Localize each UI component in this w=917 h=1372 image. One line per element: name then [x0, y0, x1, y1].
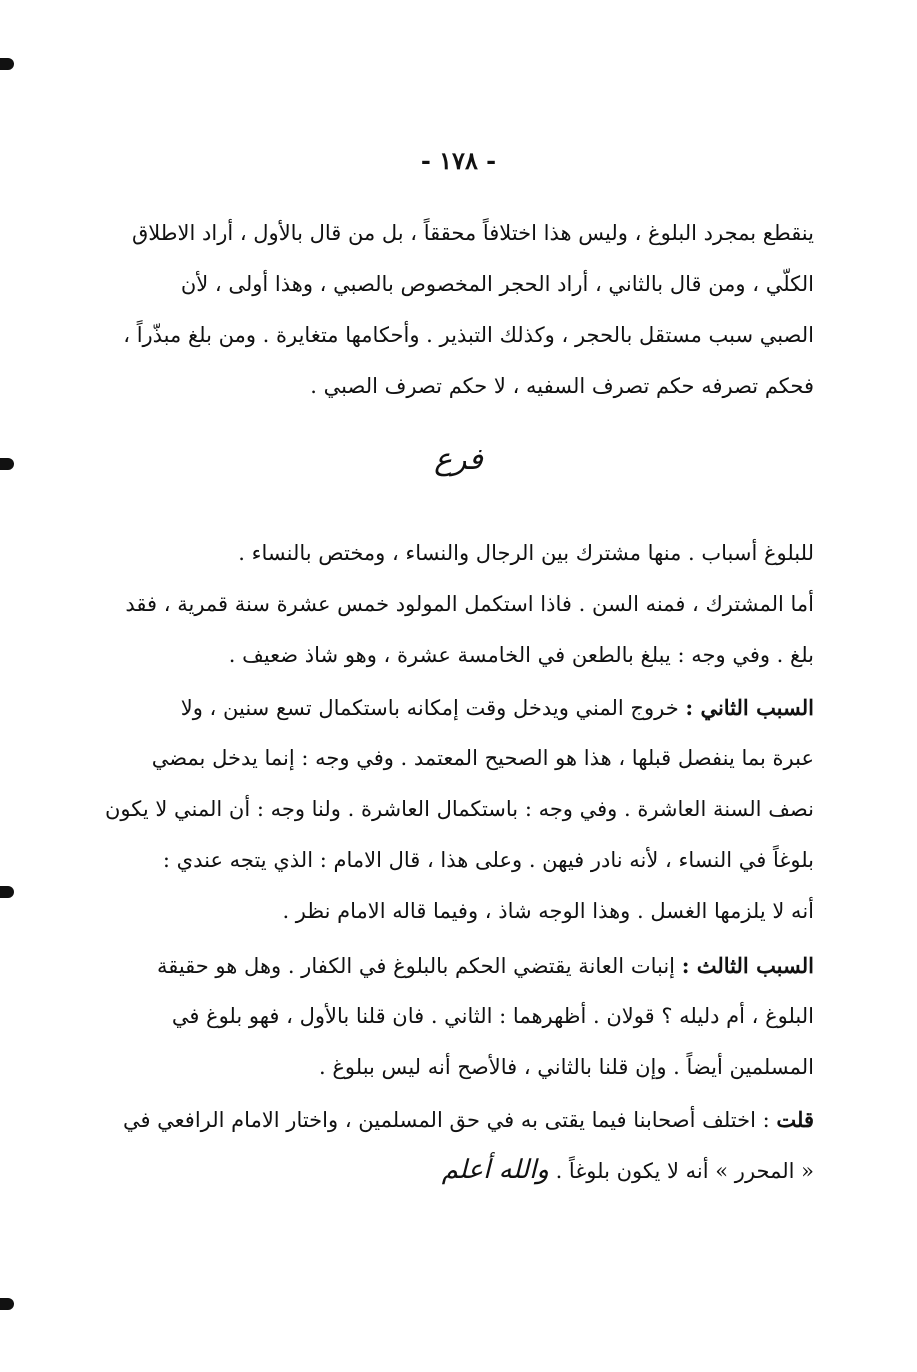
- text-line: [92, 682, 814, 733]
- text-line: الكلّي ، ومن قال بالثاني ، أراد الحجر المخصوص بالصبي ، وهذا أولى ، لأن: [180, 272, 814, 296]
- second-cause-paragraph: [92, 682, 814, 937]
- text-line: أنه لا يلزمها الغسل . وهذا الوجه شاذ ، وفيما قاله الامام نظر .: [282, 899, 814, 923]
- text-run: : اختلف أصحابنا فيما يقتى به في حق المسلمين ، واختار الامام الرافعي في: [122, 1108, 770, 1132]
- scan-edge-mark: [0, 1298, 14, 1310]
- scan-edge-mark: [0, 58, 14, 70]
- intro-paragraph: [92, 528, 814, 681]
- text-line: الصبي سبب مستقل بالحجر ، وكذلك التبذير . وأحكامها متغايرة . ومن بلغ مبذّراً ،: [123, 323, 814, 347]
- page-number: - ١٧٨ -: [420, 146, 497, 175]
- text-line: المسلمين أيضاً . وإن قلنا بالثاني ، فالأصح أنه ليس ببلوغ .: [319, 1055, 814, 1079]
- text-line: [92, 1145, 814, 1196]
- note-paragraph: [92, 1094, 814, 1196]
- text-line: نصف السنة العاشرة . وفي وجه : باستكمال العاشرة . ولنا وجه : أن المني لا يكون: [104, 797, 814, 821]
- text-line: [92, 1094, 814, 1145]
- scan-edge-mark: [0, 886, 14, 898]
- text-line: فحكم تصرفه حكم تصرف السفيه ، لا حكم تصرف الصبي .: [310, 374, 814, 398]
- text-line: بلغ . وفي وجه : يبلغ بالطعن في الخامسة عشرة ، وهو شاذ ضعيف .: [228, 643, 814, 667]
- top-paragraph: [92, 208, 814, 412]
- text-line: للبلوغ أسباب . منها مشترك بين الرجال والنساء ، ومختص بالنساء .: [238, 541, 814, 565]
- text-line: عبرة بما ينفصل قبلها ، هذا هو الصحيح المعتمد . وفي وجه : إنما يدخل بمضي: [151, 746, 814, 770]
- text-run: إنبات العانة يقتضي الحكم بالبلوغ في الكفار . وهل هو حقيقة: [156, 954, 676, 978]
- third-cause-paragraph: [92, 940, 814, 1093]
- text-line: البلوغ ، أم دليله ؟ قولان . أظهرهما : الثاني . فان قلنا بالأول ، فهو بلوغ في: [171, 1004, 814, 1028]
- second-cause-lead: السبب الثاني :: [685, 695, 814, 720]
- text-run: « المحرر » أنه لا يكون بلوغاً .: [555, 1159, 814, 1183]
- text-line: [92, 940, 814, 991]
- section-heading: فرع: [434, 442, 483, 477]
- text-line: ينقطع بمجرد البلوغ ، وليس هذا اختلافاً محققاً ، بل من قال بالأول ، أراد الاطلاق: [131, 221, 814, 245]
- text-line: أما المشترك ، فمنه السن . فاذا استكمل المولود خمس عشرة سنة قمرية ، فقد: [125, 592, 814, 616]
- text-run: خروج المني ويدخل وقت إمكانه باستكمال تسع سنين ، ولا: [180, 696, 679, 720]
- note-lead: قلت: [776, 1107, 814, 1132]
- closing-phrase: والله أعلم: [441, 1155, 549, 1185]
- third-cause-lead: السبب الثالث :: [681, 953, 814, 978]
- text-line: بلوغاً في النساء ، لأنه نادر فيهن . وعلى هذا ، قال الامام : الذي يتجه عندي :: [162, 848, 814, 872]
